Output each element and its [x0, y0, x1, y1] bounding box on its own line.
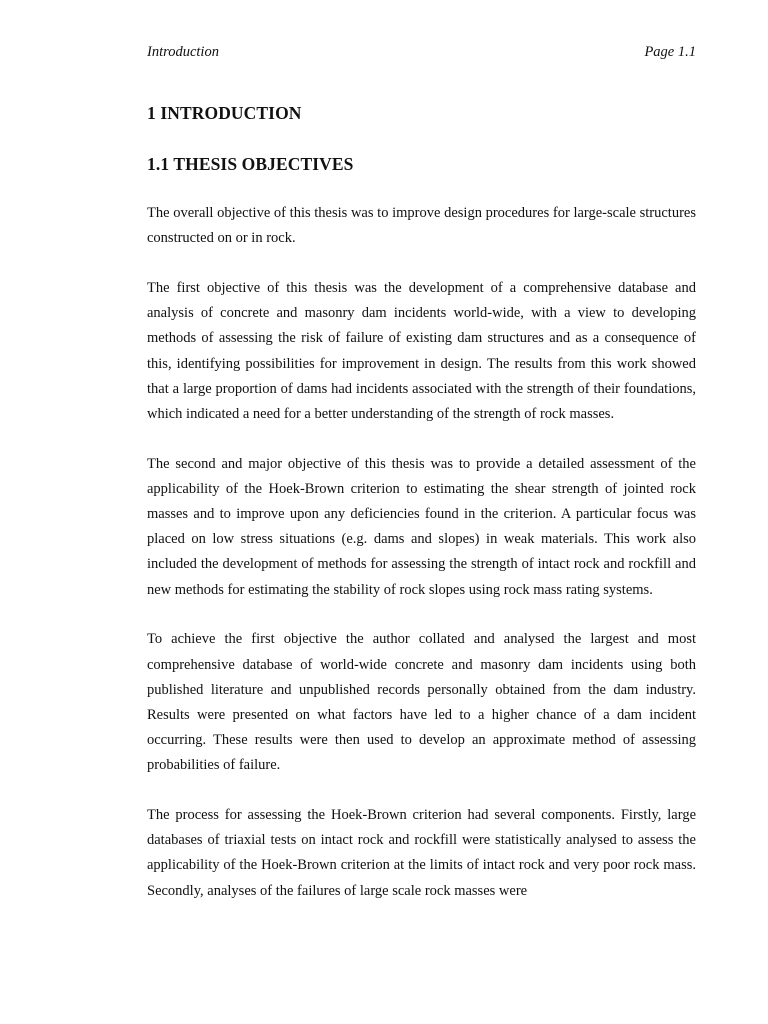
paragraph-overall-objective: The overall objective of this thesis was to improve design procedures for large-scale structures constructed on or in rock.	[147, 205, 696, 247]
running-header	[147, 42, 696, 62]
header-section-name: Introduction	[147, 44, 219, 60]
section-title: 1.1 THESIS OBJECTIVES	[147, 154, 354, 174]
paragraph-dam-database: To achieve the first objective the author collated and analysed the largest and most comprehensive database of world-wide concrete and masonry dam incidents using both published literature and unpublished records personally obtained from the dam industry. Results were presented on what factors have led to a higher chance of a dam incident occurring. These results were then used to develop an approximate method of assessing probabilities of failure.	[147, 631, 696, 774]
paragraph-hoek-brown-process: The process for assessing the Hoek-Brown criterion had several components. Firstly, large databases of triaxial tests on intact rock and rockfill were statistically analysed to assess the applicability of the Hoek-Brown criterion at the limits of intact rock and very poor rock mass. Secondly, analyses of the failures of large scale rock masses were	[147, 807, 696, 899]
page-body	[147, 100, 696, 904]
chapter-title: 1 INTRODUCTION	[147, 103, 302, 123]
paragraph-first-objective: The first objective of this thesis was the development of a comprehensive database and analysis of concrete and masonry dam incidents world-wide, with a view to developing methods of assessing the risk of failure of existing dam structures and as a consequence of this, identifying possibilities for improvement in design. The results from this work showed that a large proportion of dams had incidents associated with the strength of their foundations, which indicated a need for a better understanding of the strength of rock masses.	[147, 279, 696, 422]
paragraph-second-objective: The second and major objective of this thesis was to provide a detailed assessment of the applicability of the Hoek-Brown criterion to estimating the shear strength of jointed rock masses and to improve upon any deficiencies found in the criterion. A particular focus was placed on low stress situations (e.g. dams and slopes) in weak materials. This work also included the development of methods for assessing the strength of intact rock and rockfill and new methods for estimating the stability of rock slopes using rock mass rating systems.	[147, 455, 696, 598]
header-page-number: Page 1.1	[644, 44, 696, 60]
